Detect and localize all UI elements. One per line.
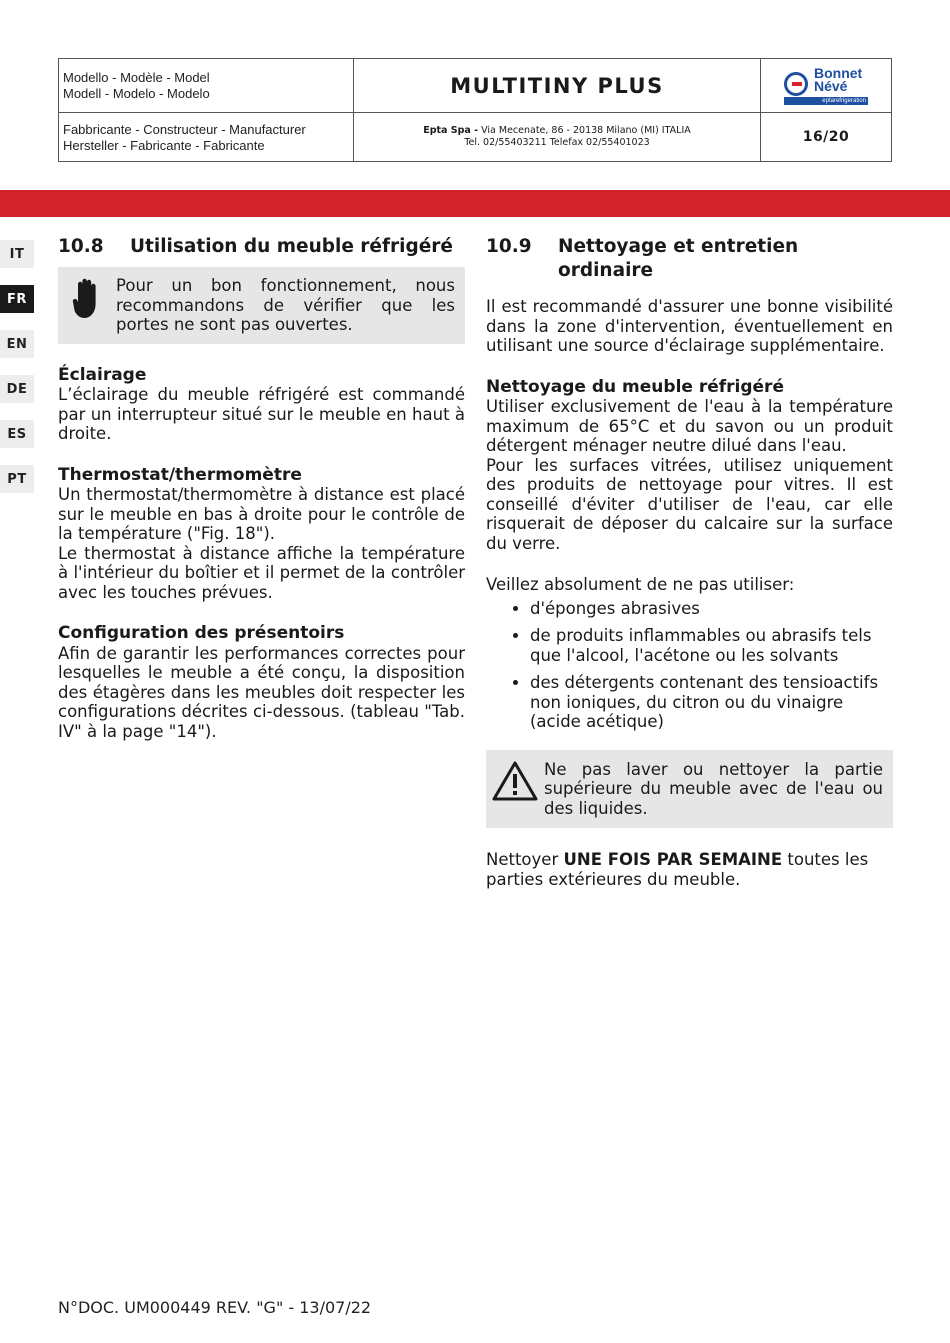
brand-logo — [761, 59, 891, 112]
section-number: 10.8 — [58, 236, 104, 257]
manufacturer-label — [63, 122, 306, 154]
avoid-intro: Veillez absolument de ne pas utiliser: — [486, 575, 795, 594]
document-reference: N°DOC. UM000449 REV. "G" - 13/07/22 — [58, 1298, 372, 1317]
thermostat-title: Thermostat/thermomètre — [58, 464, 302, 485]
weekly-emphasis: UNE FOIS PAR SEMAINE — [563, 850, 783, 869]
model-label-line: Modello - Modèle - Model — [63, 70, 210, 85]
lighting-title: Éclairage — [58, 364, 147, 385]
lang-tab-de[interactable]: DE — [0, 375, 34, 403]
warning-icon — [486, 760, 544, 802]
lang-tab-pt[interactable]: PT — [0, 465, 34, 493]
section-title: Utilisation du meuble réfrigéré — [130, 236, 453, 257]
logo-text: Névé — [814, 77, 848, 94]
logo-text: Bonnet — [814, 64, 863, 81]
list-item: • de produits inflammables ou abrasifs tels que l'alcool, l'acétone ou les solvants — [530, 626, 893, 665]
cleaning-text: Utiliser exclusivement de l'eau à la température maximum de 65°C et du savon ou un produit détergent ménager neutre dilué dans l'eau. — [486, 397, 893, 455]
manufacturer-info — [354, 113, 760, 161]
info-note — [58, 267, 465, 344]
intro-text: Il est recommandé d'assurer une bonne visibilité dans la zone d'intervention, éventuellement en utilisant une source d'éclairage supplémentaire. — [486, 297, 893, 355]
section-heading — [486, 235, 893, 283]
product-name: MULTITINY PLUS — [450, 73, 664, 98]
lighting-text: L’éclairage du meuble réfrigéré est commandé par un interrupteur situé sur le meuble en haut à droite. — [58, 385, 465, 443]
lang-tab-fr[interactable]: FR — [0, 285, 34, 313]
cleaning-title: Nettoyage du meuble réfrigéré — [486, 376, 784, 397]
section-title: Nettoyage et entretien ordinaire — [558, 236, 799, 281]
lang-tab-es[interactable]: ES — [0, 420, 34, 448]
logo-mark-icon — [784, 72, 808, 96]
warning-text: Ne pas laver ou nettoyer la partie supérieure du meuble avec de l'eau ou des liquides. — [544, 759, 883, 818]
warning-note — [486, 750, 893, 829]
weekly-prefix: Nettoyer — [486, 850, 564, 869]
stop-hand-icon — [58, 276, 116, 320]
model-label — [63, 70, 210, 102]
thermostat-text: Le thermostat à distance affiche la température à l'intérieur du boîtier et il permet de la contrôler avec les touches prévues. — [58, 543, 465, 602]
configuration-title: Configuration des présentoirs — [58, 623, 345, 643]
model-label-line: Modell - Modelo - Modelo — [63, 86, 210, 101]
company-address: Via Mecenate, 86 - 20138 Milano (MI) ITALIA — [478, 125, 691, 136]
red-band — [0, 190, 950, 217]
configuration-text: Afin de garantir les performances correctes pour lesquelles le meuble a été conçu, la disposition des étagères dans les meubles doit respecter les configurations décrites ci-dessous. (tableau "Tab. IV" à la page "14"). — [58, 643, 465, 741]
lang-tab-it[interactable]: IT — [0, 240, 34, 268]
avoid-list — [486, 599, 893, 732]
lang-tab-en[interactable]: EN — [0, 330, 34, 358]
company-name: Epta Spa - — [423, 125, 479, 136]
weekly-cleaning-text — [486, 850, 893, 889]
list-item: • d'éponges abrasives — [530, 599, 893, 619]
cleaning-text: Pour les surfaces vitrées, utilisez uniquement des produits de nettoyage pour vitres. Il est conseillé d'éviter d'utiliser de l'eau, car elle risquerait de déposer du calcaire sur la surface du verre. — [486, 455, 893, 553]
left-column — [58, 235, 465, 741]
right-column — [486, 235, 893, 889]
company-phone: Tel. 02/55403211 Telefax 02/55401023 — [464, 137, 650, 148]
logo-tagline: eptarefrigeration — [784, 97, 868, 105]
note-text: Pour un bon fonctionnement, nous recommandons de vérifier que les portes ne sont pas ouvertes. — [116, 276, 455, 334]
section-number: 10.9 — [486, 236, 532, 257]
list-item: • des détergents contenant des tensioactifs non ioniques, du citron ou du vinaigre (acide acétique) — [530, 673, 893, 732]
page-number: 16/20 — [802, 129, 850, 145]
manufacturer-label-line: Fabbricante - Constructeur - Manufacturer — [63, 122, 306, 137]
thermostat-text: Un thermostat/thermomètre à distance est placé sur le meuble en bas à droite pour le contrôle de la température ("Fig. 18"). — [58, 485, 465, 543]
weekly-suffix: toutes les parties extérieures du meuble. — [486, 850, 869, 889]
section-heading — [58, 235, 465, 259]
manufacturer-label-line: Hersteller - Fabricante - Fabricante — [63, 138, 265, 153]
document-header — [58, 58, 892, 162]
